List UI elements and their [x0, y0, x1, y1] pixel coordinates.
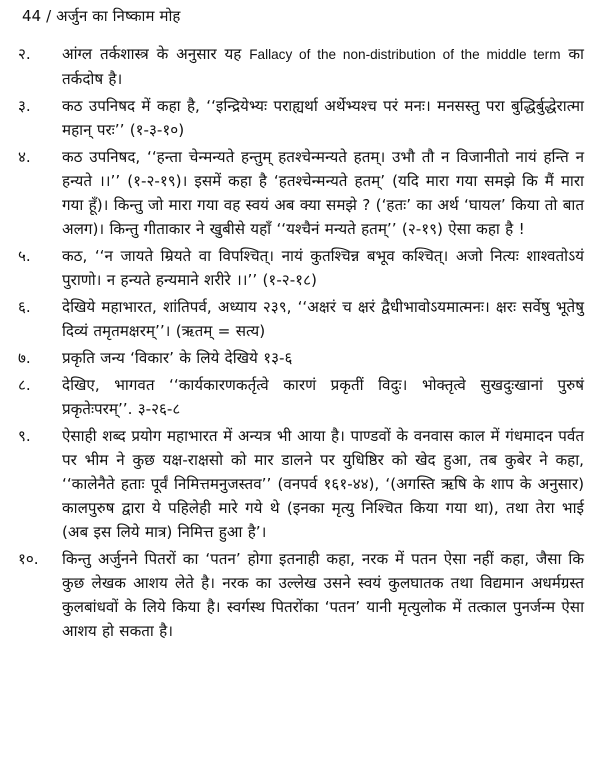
footnote-6 [18, 295, 584, 343]
footnote-number: ६. [18, 298, 31, 316]
footnote-text: किन्तु अर्जुनने पितरों का ‘पतन’ होगा इतनाही कहा, नरक में पतन ऐसा नहीं कहा, जैसा कि कुछ लेखक आशय लेते है। नरक का उल्लेख उसने स्वयं कुलघातक तथा विद्यमान अधर्मग्रस्त कुलबांधवों के लिये किया है। स्वर्गस्थ पितरोंका ‘पतन’ यानी मृत्युलोक में तत्काल पुनर्जन्म ऐसा आशय हो सकता है। [62, 550, 584, 640]
footnote-text-hindi-before: आंग्ल तर्कशास्त्र के अनुसार यह [62, 45, 250, 63]
footnote-number: १०. [18, 550, 39, 568]
footnote-7 [18, 346, 584, 370]
footnote-text: कठ उपनिषद में कहा है, ‘‘इन्द्रियेभ्यः पराह्यर्था अर्थेभ्यश्च परं मनः। मनसस्तु परा बुद्धिर्बुद्धेरात्मा महान् परः’’ (१-३-१०) [62, 97, 584, 139]
footnote-9 [18, 424, 584, 544]
footnote-number: २. [18, 45, 31, 63]
footnote-10 [18, 547, 584, 643]
footnote-number: ५. [18, 247, 31, 265]
footnote-number: ४. [18, 148, 31, 166]
footnote-text-english: Fallacy of the non-distribution of the middle term [249, 47, 561, 62]
footnote-text: देखिए, भागवत ‘‘कार्यकारणकर्तृत्वे कारणं प्रकृतीं विदुः। भोक्तृत्वे सुखदुःखानां पुरुषं प्रकृतेःपरम्’’. ३-२६-८ [62, 376, 584, 418]
footnote-text: प्रकृति जन्य ‘विकार’ के लिये देखिये १३-६ [62, 349, 293, 367]
footnote-text [62, 42, 584, 91]
footnote-text-hindi-after: का तर्कदोष है। [62, 45, 584, 88]
footnote-8 [18, 373, 584, 421]
footnote-text: ऐसाही शब्द प्रयोग महाभारत में अन्यत्र भी आया है। पाण्डवों के वनवास काल में गंधमादन पर्वत पर भीम ने कुछ यक्ष-राक्षसो को मार डालने पर युधिष्ठिर को खेद हुआ, तब कुबेर ने कहा, ‘‘कालेनैते हताः पूर्वं निमित्तमनुजस्तव’’ (वनपर्व १६१-४४), ‘(अगस्ति ऋषि के शाप के अनुसार) कालपुरुष द्वारा ये पहिलेही मारे गये थे (इनका मृत्यु निश्चित किया गया था), तथा तेरा भाई (अब इस लिये मात्र) निमित्त हुआ है’। [62, 427, 584, 541]
page-header: 44 / अर्जुन का निष्काम मोह [22, 7, 181, 25]
footnote-3 [18, 94, 584, 142]
footnote-5 [18, 244, 584, 292]
footnote-number: ९. [18, 427, 31, 445]
footnote-text: कठ, ‘‘न जायते म्रियते वा विपश्चित्। नायं कुतश्चिन्न बभूव कश्चित्। अजो नित्यः शाश्वतोऽयं पुराणो। न हन्यते हन्यमाने शरीरे ।।’’ (१-२-१८) [62, 247, 584, 289]
footnote-text: देखिये महाभारत, शांतिपर्व, अध्याय २३९, ‘‘अक्षरं च क्षरं द्वैधीभावोऽयमात्मनः। क्षरः सर्वेषु भूतेषु दिव्यं तमृतमक्षरम्’’। (ऋतम् = सत्य) [62, 298, 584, 340]
footnote-number: ३. [18, 97, 31, 115]
footnote-number: ८. [18, 376, 31, 394]
footnotes-list [18, 42, 584, 643]
footnote-text: कठ उपनिषद, ‘‘हन्ता चेन्मन्यते हन्तुम् हतश्चेन्मन्यते हतम्। उभौ तौ न विजानीतो नायं हन्ति न हन्यते ।।’’ (१-२-१९)। इसमें कहा है ‘हतश्चेन्मन्यते हतम्’ (यदि मारा गया समझे कि मैं मारा गया हूँ)। किन्तु जो मारा गया वह स्वयं अब क्या समझे ? (‘हतः’ का अर्थ ‘घायल’ किया तो बात अलग)। किन्तु गीताकार ने खुबीसे यहाँ ‘‘यश्चैनं मन्यते हतम्’’ (२-१९) ऐसा कहा है ! [62, 148, 584, 238]
footnote-4 [18, 145, 584, 241]
footnote-2 [18, 42, 584, 91]
footnote-number: ७. [18, 349, 31, 367]
